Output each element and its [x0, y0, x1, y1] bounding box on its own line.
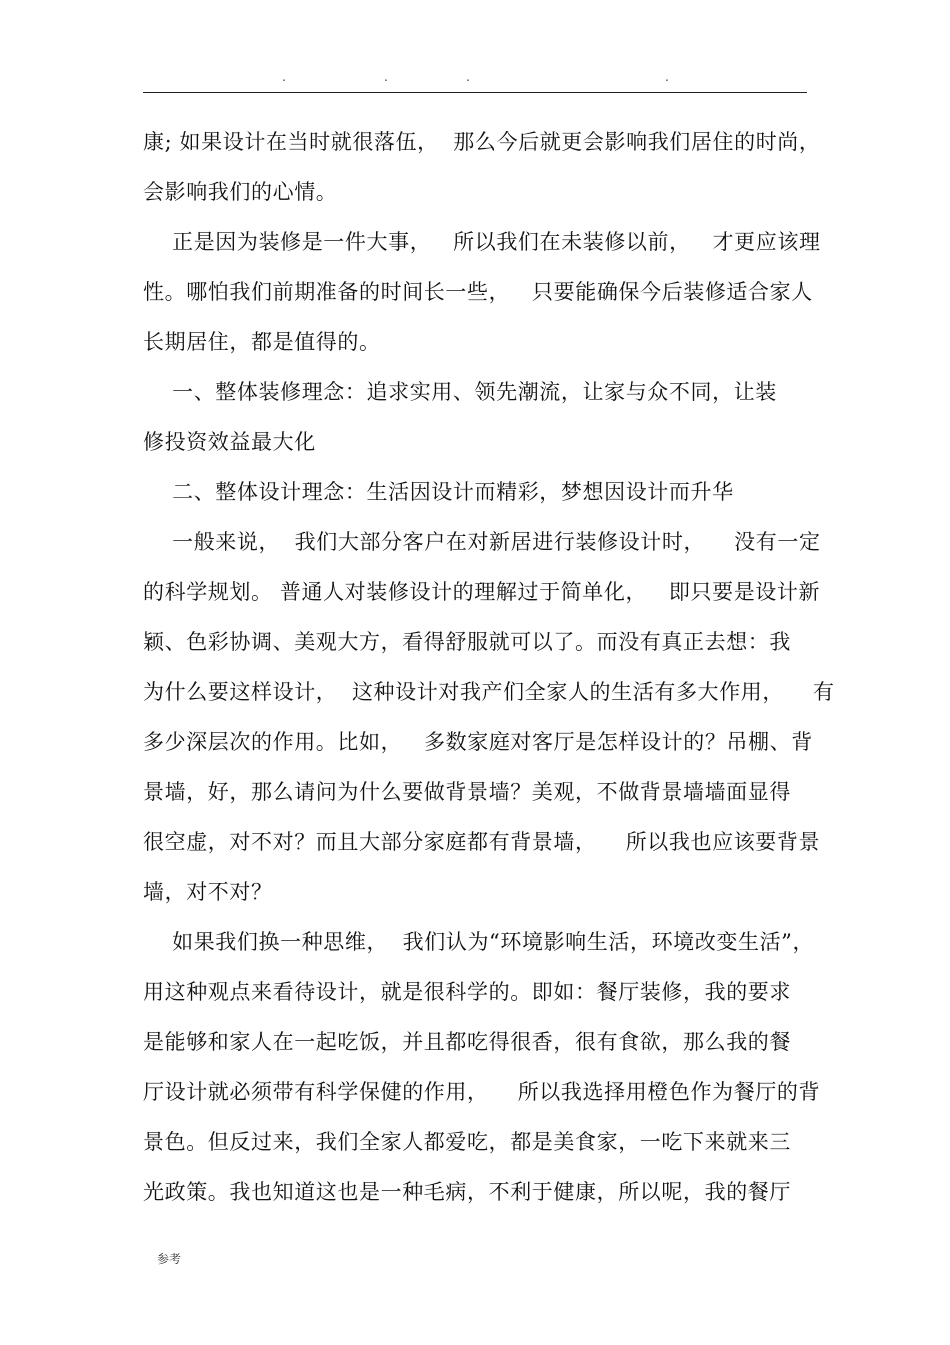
text-line: 正是因为装修是一件大事， 所以我们在未装修以前， 才更应该理: [143, 230, 821, 254]
text-line: 长期居住，都是值得的。: [143, 330, 381, 354]
header-dot: .: [466, 70, 470, 84]
text-line: 一、整体装修理念：追求实用、领先潮流，让家与众不同，让装: [143, 380, 777, 404]
text-line: 景墙，好，那么请问为什么要做背景墙？美观，不做背景墙墙面显得: [143, 780, 791, 804]
text-line: 二、整体设计理念：生活因设计而精彩，梦想因设计而升华: [143, 480, 734, 504]
text-line: 如果我们换一种思维， 我们认为“环境影响生活，环境改变生活”，: [143, 930, 815, 954]
text-line: 景色。但反过来，我们全家人都爱吃，都是美食家，一吃下来就来三: [143, 1130, 791, 1154]
header-dot: .: [665, 70, 669, 84]
text-line: 很空虚，对不对？而且大部分家庭都有背景墙， 所以我也应该要背景: [143, 830, 821, 854]
header-dot: .: [282, 70, 286, 84]
text-line: 一般来说， 我们大部分客户在对新居进行装修设计时， 没有一定: [143, 530, 821, 554]
text-line: 用这种观点来看待设计，就是很科学的。即如：餐厅装修，我的要求: [143, 980, 791, 1004]
text-line: 墙，对不对？: [143, 880, 273, 904]
text-line: 颖、色彩协调、美观大方，看得舒服就可以了。而没有真正去想：我: [143, 630, 791, 654]
text-line: 修投资效益最大化: [143, 430, 316, 454]
text-line: 是能够和家人在一起吃饭，并且都吃得很香，很有食欲，那么我的餐: [143, 1030, 791, 1054]
header-dot: .: [384, 70, 388, 84]
text-line: 性。哪怕我们前期准备的时间长一些， 只要能确保今后装修适合家人: [143, 280, 813, 304]
text-line: 光政策。我也知道这也是一种毛病，不利于健康，所以呢，我的餐厅: [143, 1180, 791, 1204]
text-line: 康; 如果设计在当时就很落伍， 那么今后就更会影响我们居住的时尚，: [143, 130, 821, 154]
text-line: 厅设计就必须带有科学保健的作用， 所以我选择用橙色作为餐厅的背: [143, 1080, 821, 1104]
page-footer-label: 参考: [157, 1252, 182, 1266]
text-line: 会影响我们的心情。: [143, 180, 338, 204]
text-line: 的科学规划。 普通人对装修设计的理解过于简单化， 即只要是设计新: [143, 580, 821, 604]
page-header: [143, 66, 807, 93]
text-line: 为什么要这样设计， 这种设计对我产们全家人的生活有多大作用， 有: [143, 680, 835, 704]
text-line: 多少深层次的作用。比如， 多数家庭对客厅是怎样设计的？吊棚、背: [143, 730, 813, 754]
